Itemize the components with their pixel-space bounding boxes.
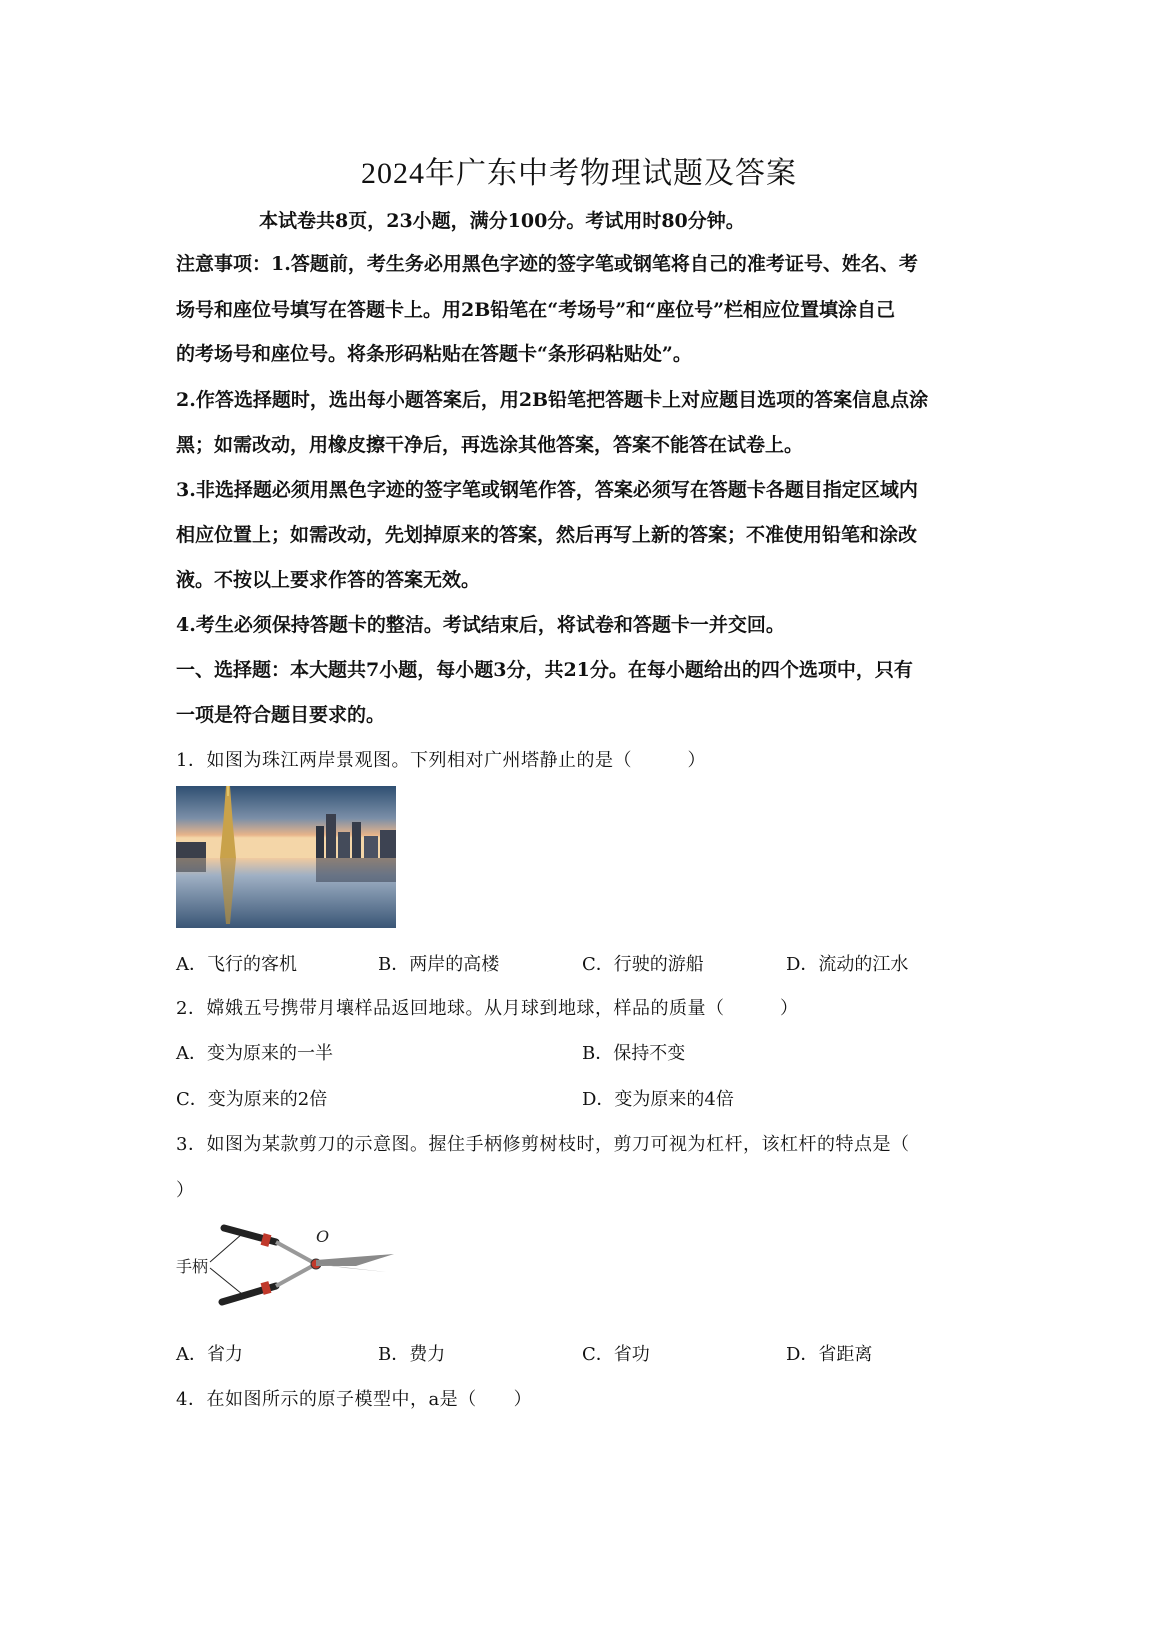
notes-line: 黑；如需改动，用橡皮擦干净后，再选涂其他答案，答案不能答在试卷上。 <box>176 434 804 456</box>
q3-option-d: D．省距离 <box>786 1344 873 1365</box>
q2-option-c: C．变为原来的2倍 <box>176 1089 328 1110</box>
notes-line: 相应位置上；如需改动，先划掉原来的答案，然后再写上新的答案；不准使用铅笔和涂改 <box>176 524 918 546</box>
question-1-stem: 1．如图为珠江两岸景观图。下列相对广州塔静止的是（ ） <box>176 750 706 771</box>
notes-line: 3.非选择题必须用黑色字迹的签字笔或钢笔作答，答案必须写在答题卡各题目指定区域内 <box>176 479 918 501</box>
q1-option-d: D．流动的江水 <box>786 954 909 975</box>
notes-line: 2.作答选择题时，选出每小题答案后，用2B铅笔把答题卡上对应题目选项的答案信息点涂 <box>176 389 929 411</box>
q2-option-d: D．变为原来的4倍 <box>582 1089 734 1110</box>
pivot-label: O <box>316 1227 330 1246</box>
q3-option-c: C．省功 <box>582 1344 650 1365</box>
notes-line: 4.考生必须保持答题卡的整洁。考试结束后，将试卷和答题卡一并交回。 <box>176 614 785 636</box>
exam-intro: 本试卷共8页，23小题，满分100分。考试用时80分钟。 <box>259 210 745 232</box>
page-title: 2024年广东中考物理试题及答案 <box>361 157 797 190</box>
q2-option-b: B．保持不变 <box>582 1043 686 1064</box>
q3-option-a: A．省力 <box>176 1344 243 1365</box>
q1-option-b: B．两岸的高楼 <box>378 954 500 975</box>
question-4-stem: 4．在如图所示的原子模型中，a是（ ） <box>176 1389 533 1410</box>
notes-line: 场号和座位号填写在答题卡上。用2B铅笔在“考场号”和“座位号”栏相应位置填涂自己 <box>176 299 895 321</box>
q2-option-a: A．变为原来的一半 <box>176 1043 333 1064</box>
q1-option-a: A．飞行的客机 <box>176 954 297 975</box>
notes-line: 液。不按以上要求作答的答案无效。 <box>176 569 481 591</box>
section-heading: 一项是符合题目要求的。 <box>176 704 386 726</box>
question-2-stem: 2．嫦娥五号携带月壤样品返回地球。从月球到地球，样品的质量（ ） <box>176 998 799 1019</box>
question-3-stem: 3．如图为某款剪刀的示意图。握住手柄修剪树枝时，剪刀可视为杠杆，该杠杆的特点是（ <box>176 1134 910 1155</box>
handle-label: 手柄 <box>176 1257 209 1276</box>
q3-option-b: B．费力 <box>378 1344 446 1365</box>
shears-diagram <box>176 1220 406 1310</box>
notes-line: 注意事项：1.答题前，考生务必用黑色字迹的签字笔或钢笔将自己的准考证号、姓名、考 <box>176 253 918 275</box>
section-heading: 一、选择题：本大题共7小题，每小题3分，共21分。在每小题给出的四个选项中，只有 <box>176 659 913 681</box>
notes-line: 的考场号和座位号。将条形码粘贴在答题卡“条形码粘贴处”。 <box>176 343 692 365</box>
question-3-stem-cont: ） <box>176 1180 195 1201</box>
q1-option-c: C．行驶的游船 <box>582 954 704 975</box>
pearl-river-photo <box>176 786 396 928</box>
